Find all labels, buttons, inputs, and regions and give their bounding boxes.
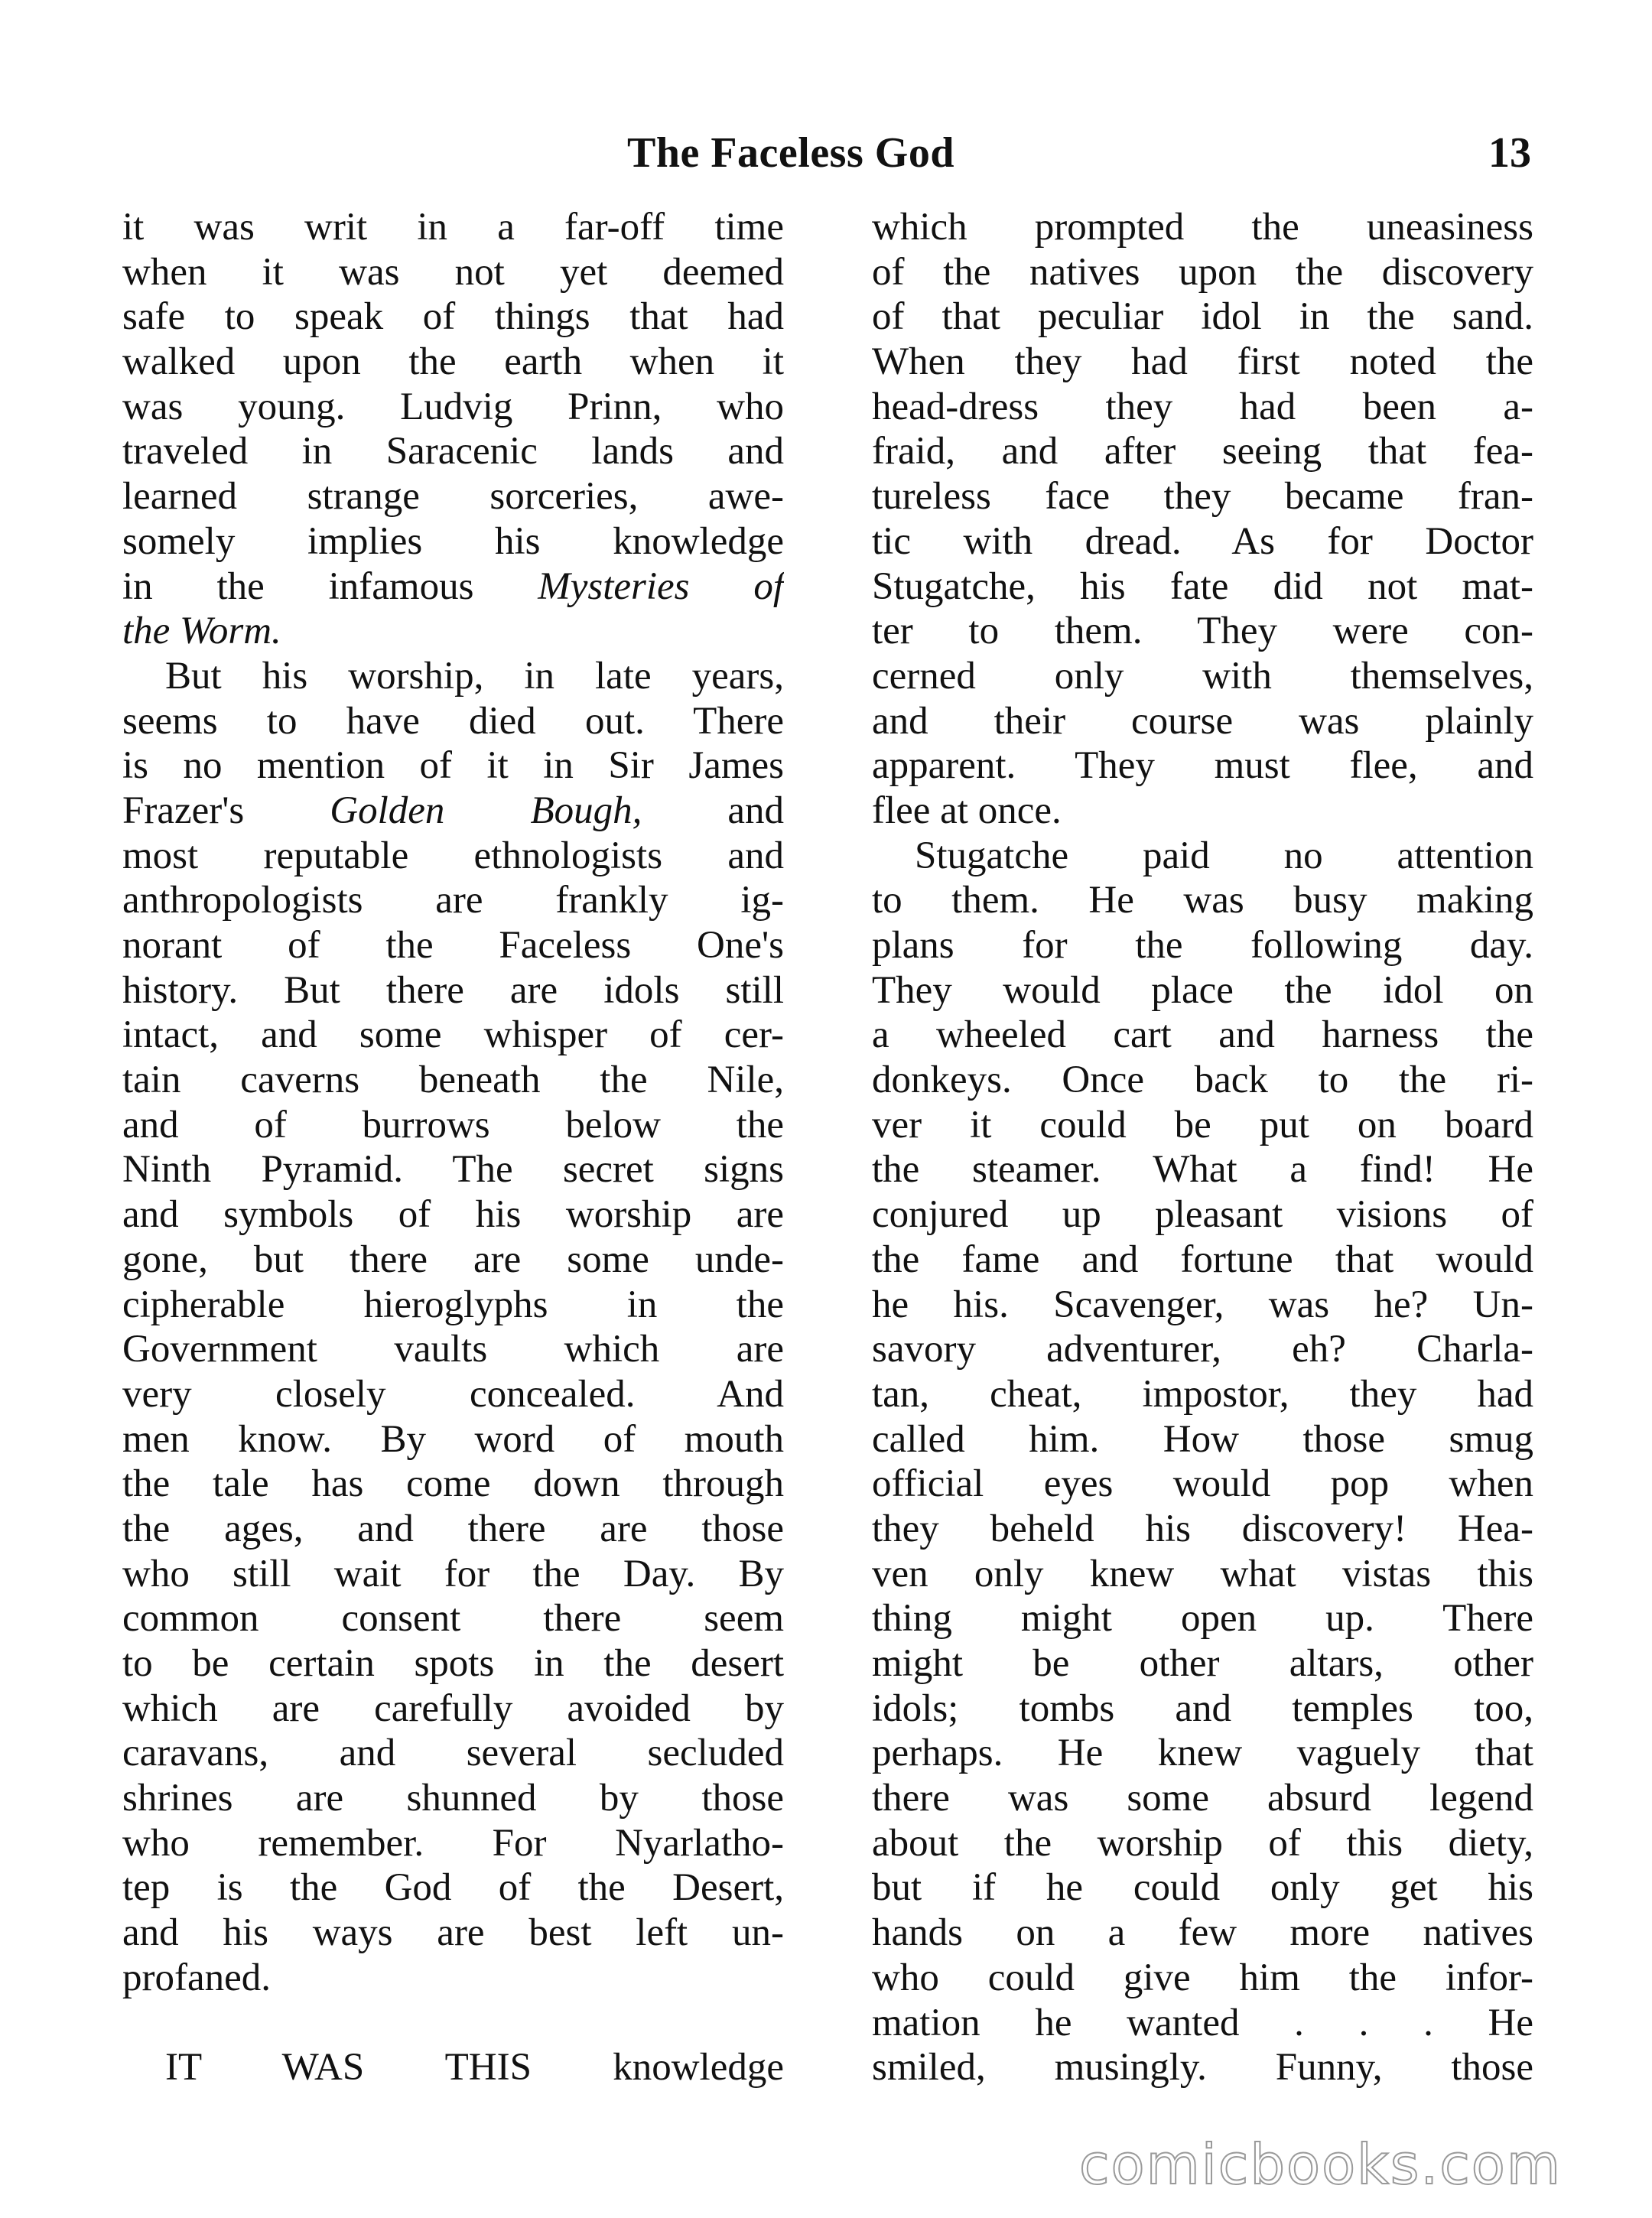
- text-fragment: Frazer's: [122, 789, 245, 832]
- text-line: which prompted the uneasiness: [872, 206, 1533, 249]
- section-start-line: IT WAS THIS knowledge: [165, 2046, 784, 2090]
- book-title-italic: Mysteries of: [538, 564, 784, 608]
- text-line: a wheeled cart and harness the: [872, 1013, 1533, 1057]
- text-line: traveled in Saracenic lands and: [122, 430, 784, 473]
- text-line: they beheld his discovery! Hea-: [872, 1507, 1533, 1550]
- text-line: the fame and fortune that would: [872, 1237, 1533, 1281]
- text-line: men know. By word of mouth: [122, 1417, 784, 1461]
- text-line-mixed: [122, 789, 784, 834]
- text-line: They would place the idol on: [872, 968, 1533, 1012]
- text-line: was young. Ludvig Prinn, who: [122, 385, 784, 428]
- text-line: when it was not yet deemed: [122, 250, 784, 294]
- text-line: to them. He was busy making: [872, 879, 1533, 922]
- text-line: Ninth Pyramid. The secret signs: [122, 1148, 784, 1192]
- text-line: cerned only with themselves,: [872, 654, 1533, 698]
- text-line: perhaps. He knew vaguely that: [872, 1732, 1533, 1775]
- text-line: who still wait for the Day. By: [122, 1552, 784, 1595]
- text-line: of that peculiar idol in the sand.: [872, 295, 1533, 339]
- book-title-italic: Golden Bough,: [330, 789, 642, 832]
- text-line: the Worm.: [122, 610, 281, 653]
- text-fragment: and: [727, 789, 784, 832]
- text-line: tic with dread. As for Doctor: [872, 519, 1533, 563]
- text-line: might be other altars, other: [872, 1642, 1533, 1685]
- text-line: and his ways are best left un-: [122, 1911, 784, 1955]
- text-line: the tale has come down through: [122, 1462, 784, 1506]
- text-line: mation he wanted . . . He: [872, 2001, 1533, 2044]
- text-line: Stugatche, his fate did not mat-: [872, 564, 1533, 608]
- text-line: fraid, and after seeing that fea-: [872, 430, 1533, 473]
- text-line: safe to speak of things that had: [122, 295, 784, 339]
- text-line: seems to have died out. There: [122, 699, 784, 743]
- text-line: thing might open up. There: [872, 1597, 1533, 1641]
- text-line: ter to them. They were con-: [872, 610, 1533, 653]
- text-line: flee at once.: [872, 789, 1062, 832]
- text-line: the ages, and there are those: [122, 1507, 784, 1550]
- text-line: somely implies his knowledge: [122, 519, 784, 563]
- text-line: hands on a few more natives: [872, 1911, 1533, 1955]
- text-line: head-dress they had been a-: [872, 385, 1533, 428]
- text-line: savory adventurer, eh? Charla-: [872, 1328, 1533, 1371]
- text-line: about the worship of this diety,: [872, 1821, 1533, 1865]
- text-line: Government vaults which are: [122, 1328, 784, 1371]
- text-line: common consent there seem: [122, 1597, 784, 1641]
- text-fragment: in the infamous: [122, 564, 474, 608]
- paragraph-start-line: Stugatche paid no attention: [915, 834, 1533, 877]
- text-line: anthropologists are frankly ig-: [122, 879, 784, 922]
- page-header: [0, 122, 1652, 184]
- text-line: is no mention of it in Sir James: [122, 744, 784, 788]
- text-line: of the natives upon the discovery: [872, 250, 1533, 294]
- text-line: plans for the following day.: [872, 924, 1533, 967]
- text-line: caravans, and several secluded: [122, 1732, 784, 1775]
- text-line: very closely concealed. And: [122, 1372, 784, 1416]
- text-line: tain caverns beneath the Nile,: [122, 1059, 784, 1102]
- text-line: cipherable hieroglyphs in the: [122, 1283, 784, 1326]
- text-line: to be certain spots in the desert: [122, 1642, 784, 1685]
- text-line: tan, cheat, impostor, they had: [872, 1372, 1533, 1416]
- text-line: official eyes would pop when: [872, 1462, 1533, 1506]
- text-line: donkeys. Once back to the ri-: [872, 1059, 1533, 1102]
- text-line: called him. How those smug: [872, 1417, 1533, 1461]
- text-line: smiled, musingly. Funny, those: [872, 2046, 1533, 2090]
- text-line: tep is the God of the Desert,: [122, 1866, 784, 1910]
- text-line: profaned.: [122, 1956, 271, 1999]
- text-line: When they had first noted the: [872, 340, 1533, 384]
- text-line: tureless face they became fran-: [872, 475, 1533, 519]
- text-line: but if he could only get his: [872, 1866, 1533, 1910]
- text-line: who could give him the infor-: [872, 1956, 1533, 1999]
- text-line: there was some absurd legend: [872, 1777, 1533, 1820]
- left-column: [122, 205, 784, 2090]
- text-line: the steamer. What a find! He: [872, 1148, 1533, 1192]
- page-number: 13: [1488, 129, 1531, 177]
- paragraph-start-line: But his worship, in late years,: [165, 654, 784, 698]
- text-line: which are carefully avoided by: [122, 1686, 784, 1730]
- text-line: who remember. For Nyarlatho-: [122, 1821, 784, 1865]
- text-line: conjured up pleasant visions of: [872, 1193, 1533, 1237]
- text-line: gone, but there are some unde-: [122, 1237, 784, 1281]
- text-line: learned strange sorceries, awe-: [122, 475, 784, 519]
- text-line: shrines are shunned by those: [122, 1777, 784, 1820]
- running-title: The Faceless God: [627, 129, 954, 177]
- text-line: norant of the Faceless One's: [122, 924, 784, 967]
- text-line: and their course was plainly: [872, 699, 1533, 743]
- text-line: it was writ in a far-off time: [122, 206, 784, 249]
- text-line: apparent. They must flee, and: [872, 744, 1533, 788]
- text-line: walked upon the earth when it: [122, 340, 784, 384]
- text-line: most reputable ethnologists and: [122, 834, 784, 877]
- text-line: he his. Scavenger, was he? Un-: [872, 1283, 1533, 1326]
- text-line: history. But there are idols still: [122, 968, 784, 1012]
- watermark: comicbooks.com: [1078, 2132, 1562, 2197]
- text-line: ver it could be put on board: [872, 1103, 1533, 1146]
- text-line: ven only knew what vistas this: [872, 1552, 1533, 1595]
- text-line: idols; tombs and temples too,: [872, 1686, 1533, 1730]
- text-line: and of burrows below the: [122, 1103, 784, 1146]
- text-line-mixed: [122, 564, 784, 610]
- text-line: intact, and some whisper of cer-: [122, 1013, 784, 1057]
- text-line: and symbols of his worship are: [122, 1193, 784, 1237]
- right-column: [872, 205, 1533, 2090]
